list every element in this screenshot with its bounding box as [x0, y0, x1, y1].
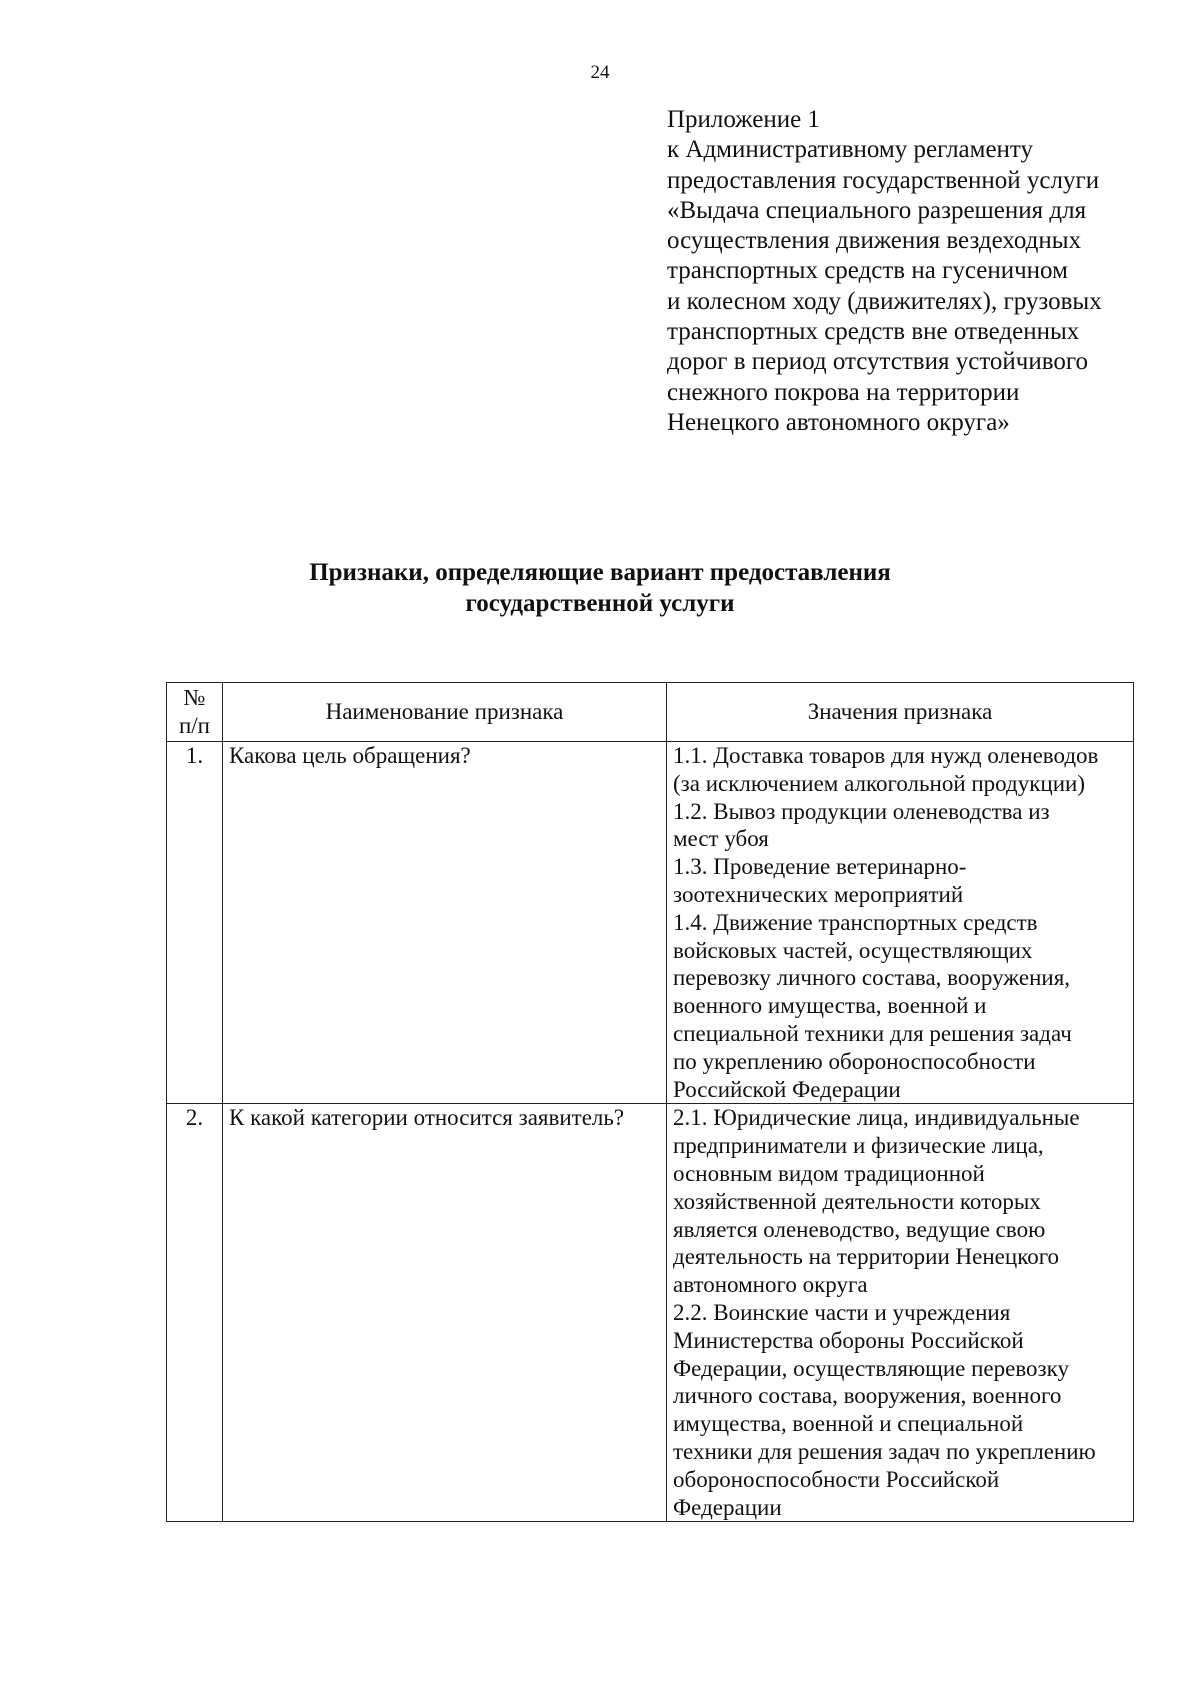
- value-line: 1.3. Проведение ветеринарно-: [673, 854, 967, 880]
- header-values: Значения признака: [667, 683, 1134, 742]
- value-line: Российской Федерации: [673, 1076, 901, 1102]
- value-line: основным видом традиционной: [673, 1160, 985, 1186]
- value-line: по укреплению обороноспособности: [673, 1048, 1036, 1074]
- row-number: 1.: [167, 742, 223, 1104]
- appendix-line: и колесном ходу (движителях), грузовых: [667, 287, 1102, 315]
- value-line: 1.4. Движение транспортных средств: [673, 909, 1038, 935]
- value-line: 1.2. Вывоз продукции оленеводства из: [673, 798, 1050, 824]
- value-line: 2.1. Юридические лица, индивидуальные: [673, 1105, 1080, 1131]
- value-line: является оленеводство, ведущие свою: [673, 1216, 1046, 1242]
- appendix-line: к Административному регламенту: [667, 136, 1034, 164]
- appendix-line: снежного покрова на территории: [667, 378, 1020, 406]
- table-row: [167, 742, 1134, 1104]
- document-title: [0, 557, 1200, 619]
- criterion-name: Какова цель обращения?: [223, 742, 667, 1104]
- value-line: мест убоя: [673, 826, 769, 852]
- value-line: имущества, военной и специальной: [673, 1411, 1024, 1437]
- row-number: 2.: [167, 1104, 223, 1522]
- value-line: личного состава, вооружения, военного: [673, 1383, 1062, 1409]
- value-line: Федерации: [673, 1494, 782, 1520]
- criterion-name: К какой категории относится заявитель?: [223, 1104, 667, 1522]
- appendix-line: «Выдача специального разрешения для: [667, 196, 1087, 224]
- value-line: автономного округа: [673, 1272, 868, 1298]
- document-title-line: Признаки, определяющие вариант предоставления: [309, 559, 891, 586]
- value-line: 1.1. Доставка товаров для нужд оленеводов: [673, 743, 1099, 768]
- page-number: 24: [590, 62, 610, 83]
- criterion-values: [667, 742, 1134, 1104]
- appendix-line: Приложение 1: [667, 106, 820, 133]
- appendix-block: [667, 105, 1187, 438]
- document-title-line: государственной услуги: [465, 590, 735, 617]
- appendix-line: Ненецкого автономного округа»: [667, 408, 1010, 436]
- value-line: деятельность на территории Ненецкого: [673, 1244, 1060, 1270]
- value-line: перевозку личного состава, вооружения,: [673, 965, 1071, 991]
- value-line: 2.2. Воинские части и учреждения: [673, 1299, 1011, 1325]
- value-line: обороноспособности Российской: [673, 1466, 1000, 1492]
- header-num: [167, 683, 223, 742]
- table-header-row: [167, 683, 1134, 742]
- value-line: предприниматели и физические лица,: [673, 1133, 1044, 1159]
- appendix-line: транспортных средств на гусеничном: [667, 257, 1068, 285]
- appendix-line: дорог в период отсутствия устойчивого: [667, 348, 1089, 376]
- appendix-line: осуществления движения вездеходных: [667, 227, 1082, 255]
- value-line: военного имущества, военной и: [673, 993, 987, 1019]
- header-num-abbrev: п/п: [178, 713, 210, 738]
- value-line: техники для решения задач по укреплению: [673, 1438, 1096, 1464]
- table-row: [167, 1104, 1134, 1522]
- value-line: Федерации, осуществляющие перевозку: [673, 1355, 1069, 1381]
- header-name: Наименование признака: [223, 683, 667, 742]
- value-line: зоотехнических мероприятий: [673, 881, 964, 907]
- value-line: войсковых частей, осуществляющих: [673, 937, 1033, 963]
- value-line: хозяйственной деятельности которых: [673, 1188, 1041, 1214]
- header-num-symbol: №: [183, 685, 206, 711]
- criterion-values: [667, 1104, 1134, 1522]
- value-line: (за исключением алкогольной продукции): [673, 770, 1085, 796]
- appendix-line: транспортных средств вне отведенных: [667, 318, 1080, 346]
- criteria-table: [166, 682, 1134, 1522]
- value-line: Министерства обороны Российской: [673, 1327, 1024, 1353]
- value-line: специальной техники для решения задач: [673, 1020, 1072, 1046]
- appendix-line: предоставления государственной услуги: [667, 166, 1100, 194]
